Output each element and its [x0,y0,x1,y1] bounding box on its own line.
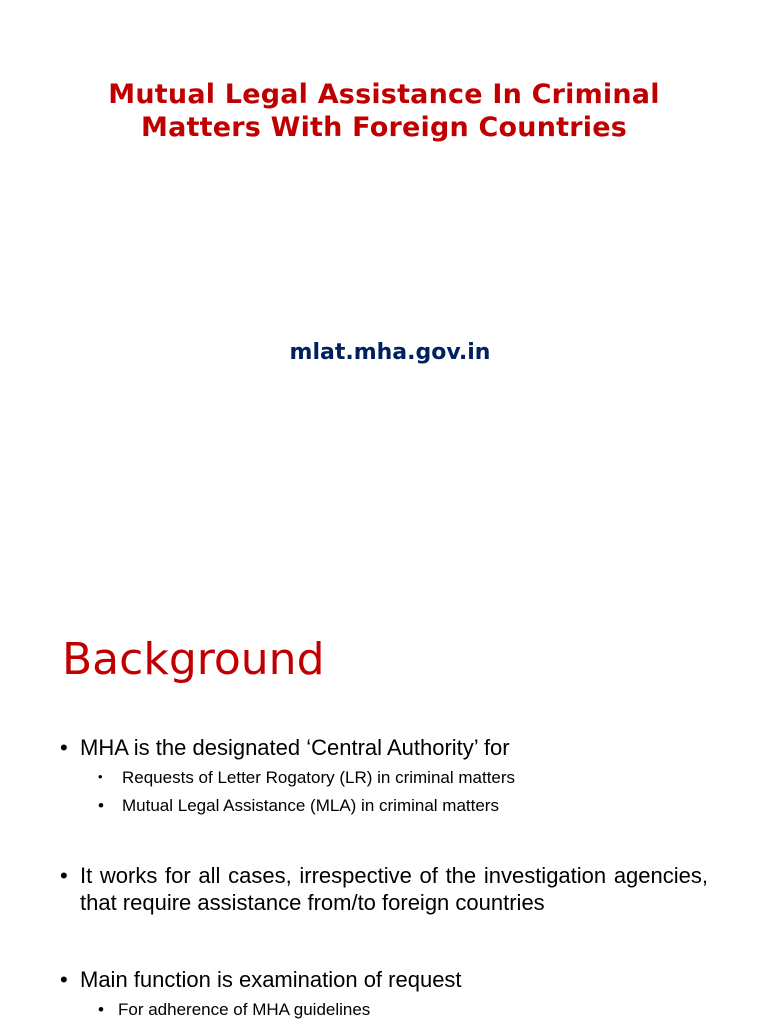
bullet-text: It works for all cases, irrespective of the investigation agencies, that require assistance from/to foreign countries [80,863,708,915]
sub-bullet-text: For adherence of MHA guidelines [118,1000,371,1019]
bullet-dot: • [60,863,68,888]
sub-bullet-item-guidelines [98,999,370,1021]
sub-bullet-dot: • [98,769,103,784]
bullet-item-main-function [62,966,708,993]
slide-title [0,78,768,144]
slide-title-line-2: Matters With Foreign Countries [141,112,627,143]
sub-bullet-text: Mutual Legal Assistance (MLA) in criminal matters [122,796,499,815]
bullet-item-all-cases [62,862,708,916]
background-heading: Background [62,634,325,685]
bullet-text: Main function is examination of request [80,967,462,992]
bullet-dot: • [60,967,68,992]
bullet-dot: • [60,735,68,760]
bullet-text: MHA is the designated ‘Central Authority’ for [80,735,510,760]
sub-bullet-item-mla [98,795,499,817]
website-url: mlat.mha.gov.in [289,340,491,365]
sub-bullet-item-lr [98,767,515,789]
sub-bullet-dot: • [98,796,104,815]
slide-title-line-1: Mutual Legal Assistance In Criminal [108,79,660,110]
sub-bullet-text: Requests of Letter Rogatory (LR) in criminal matters [122,768,516,787]
bullet-item-central-authority [62,734,708,761]
sub-bullet-dot: • [98,1000,104,1019]
